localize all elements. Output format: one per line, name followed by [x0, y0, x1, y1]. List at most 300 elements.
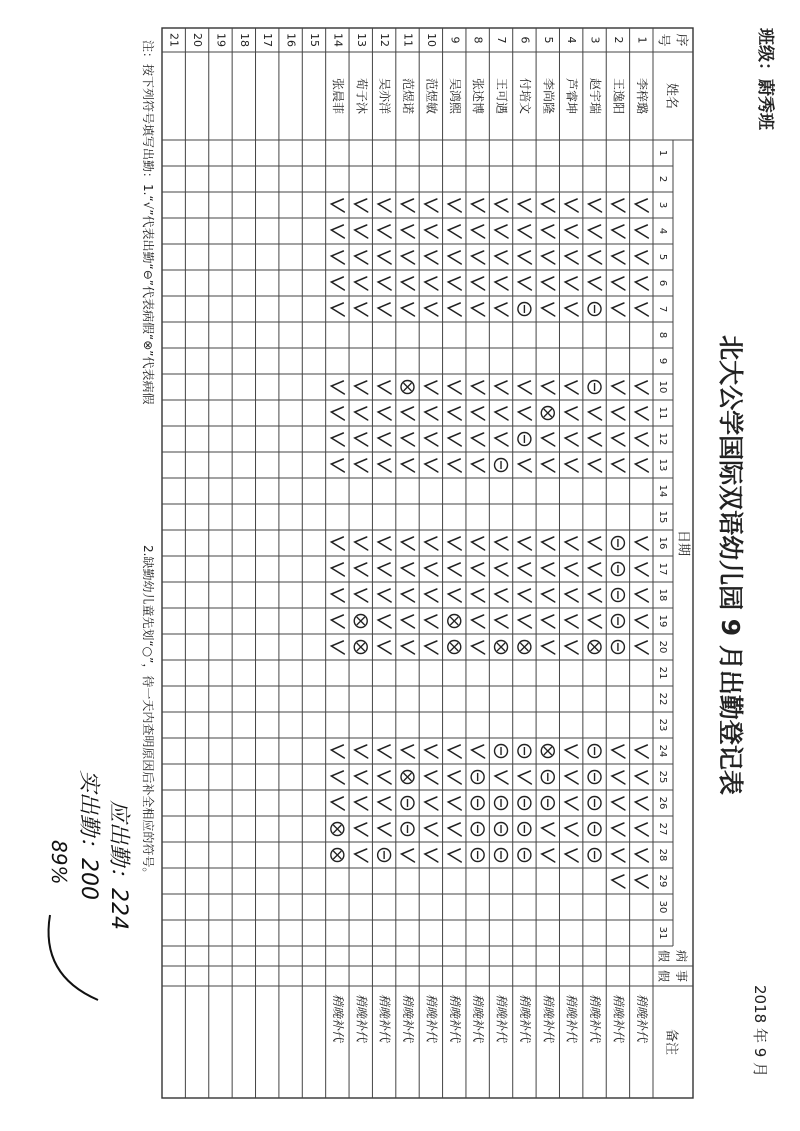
check-mark — [448, 745, 461, 758]
check-mark — [331, 433, 344, 446]
header-day-12: 12 — [657, 432, 668, 446]
check-mark — [425, 771, 438, 784]
check-mark — [472, 589, 485, 602]
check-mark — [495, 537, 508, 550]
row-seq: 19 — [214, 33, 228, 47]
check-mark — [542, 225, 555, 238]
row-remark: 稍晚补代 — [517, 994, 532, 1043]
header-day-5: 5 — [657, 253, 668, 261]
check-mark — [565, 251, 578, 264]
header-day-15: 15 — [657, 510, 668, 524]
check-mark — [542, 589, 555, 602]
row-seq: 14 — [331, 33, 345, 47]
check-mark — [565, 797, 578, 810]
check-mark — [402, 433, 415, 446]
row-name: 王逸阳 — [611, 77, 626, 115]
check-mark — [425, 589, 438, 602]
date-label: 2018 年 9 月 — [751, 985, 769, 1078]
header-seq: 号 — [655, 33, 671, 47]
header-day-24: 24 — [657, 744, 668, 758]
check-mark — [472, 381, 485, 394]
check-mark — [355, 823, 368, 836]
check-mark — [331, 745, 344, 758]
check-mark — [425, 537, 438, 550]
actual-attendance: 实出勤：200 — [76, 770, 101, 900]
header-date: 日期 — [675, 529, 691, 557]
check-mark — [331, 381, 344, 394]
check-mark — [331, 225, 344, 238]
check-mark — [612, 771, 625, 784]
check-mark — [589, 225, 602, 238]
check-mark — [612, 797, 625, 810]
check-mark — [612, 433, 625, 446]
check-mark — [518, 537, 531, 550]
check-mark — [472, 277, 485, 290]
header-day-10: 10 — [657, 380, 668, 394]
row-seq: 10 — [424, 33, 438, 47]
check-mark — [331, 797, 344, 810]
check-mark — [402, 277, 415, 290]
check-mark — [355, 589, 368, 602]
footer-note: 注：按下列符号填写出勤：1.“√”代表出勤“⊖”代表病假“⊗”代表病假 — [141, 40, 155, 405]
check-mark — [355, 563, 368, 576]
check-mark — [635, 303, 648, 316]
check-mark — [448, 849, 461, 862]
check-mark — [635, 875, 648, 888]
check-mark — [355, 251, 368, 264]
row-seq: 13 — [354, 33, 368, 47]
row-seq: 4 — [565, 36, 579, 44]
header-day-1: 1 — [657, 149, 668, 157]
absence-cross — [357, 617, 365, 625]
check-mark — [355, 277, 368, 290]
check-mark — [402, 589, 415, 602]
check-mark — [495, 277, 508, 290]
header-day-21: 21 — [657, 666, 668, 680]
check-mark — [612, 381, 625, 394]
check-mark — [565, 303, 578, 316]
check-mark — [589, 407, 602, 420]
check-mark — [378, 459, 391, 472]
check-mark — [635, 199, 648, 212]
check-mark — [472, 303, 485, 316]
header-day-22: 22 — [657, 692, 668, 706]
check-mark — [495, 615, 508, 628]
check-mark — [378, 589, 391, 602]
absence-cross — [520, 643, 528, 651]
check-mark — [402, 849, 415, 862]
check-mark — [448, 225, 461, 238]
check-mark — [425, 251, 438, 264]
check-mark — [378, 251, 391, 264]
check-mark — [495, 433, 508, 446]
check-mark — [472, 225, 485, 238]
check-mark — [425, 745, 438, 758]
check-mark — [472, 537, 485, 550]
check-mark — [565, 589, 578, 602]
check-mark — [378, 277, 391, 290]
row-name: 范煜诺 — [401, 77, 415, 115]
check-mark — [472, 615, 485, 628]
check-mark — [495, 303, 508, 316]
check-mark — [565, 641, 578, 654]
check-mark — [565, 849, 578, 862]
check-mark — [448, 277, 461, 290]
check-mark — [425, 823, 438, 836]
check-mark — [612, 199, 625, 212]
check-mark — [589, 563, 602, 576]
check-mark — [518, 225, 531, 238]
absence-cross — [333, 851, 341, 859]
check-mark — [331, 407, 344, 420]
check-stroke — [49, 915, 98, 1000]
row-remark: 稍晚补代 — [471, 994, 486, 1043]
absence-cross — [497, 643, 505, 651]
check-mark — [542, 849, 555, 862]
check-mark — [402, 251, 415, 264]
check-mark — [495, 563, 508, 576]
check-mark — [331, 199, 344, 212]
check-mark — [565, 407, 578, 420]
check-mark — [518, 381, 531, 394]
check-mark — [612, 251, 625, 264]
check-mark — [495, 589, 508, 602]
check-mark — [472, 563, 485, 576]
check-mark — [495, 381, 508, 394]
row-name: 吴鸿熙 — [447, 77, 462, 115]
check-mark — [635, 381, 648, 394]
check-mark — [518, 459, 531, 472]
check-mark — [565, 537, 578, 550]
row-seq: 12 — [378, 33, 392, 47]
check-mark — [355, 459, 368, 472]
check-mark — [635, 459, 648, 472]
check-mark — [518, 251, 531, 264]
row-seq: 2 — [611, 36, 625, 44]
check-mark — [472, 433, 485, 446]
check-mark — [355, 407, 368, 420]
check-mark — [542, 823, 555, 836]
absence-cross — [591, 643, 599, 651]
row-name: 李梓璐 — [634, 77, 649, 115]
check-mark — [378, 199, 391, 212]
check-mark — [448, 433, 461, 446]
check-mark — [542, 199, 555, 212]
check-mark — [518, 615, 531, 628]
check-mark — [472, 251, 485, 264]
check-mark — [378, 641, 391, 654]
check-mark — [565, 771, 578, 784]
check-mark — [331, 277, 344, 290]
check-mark — [589, 199, 602, 212]
row-remark: 稍晚补代 — [330, 994, 345, 1043]
check-mark — [542, 303, 555, 316]
row-seq: 1 — [635, 36, 649, 44]
header-day-26: 26 — [657, 796, 668, 810]
check-mark — [635, 615, 648, 628]
check-mark — [472, 459, 485, 472]
check-mark — [612, 459, 625, 472]
check-mark — [635, 433, 648, 446]
header-day-14: 14 — [657, 484, 668, 498]
check-mark — [565, 199, 578, 212]
header-personal-leave: 事 — [674, 969, 689, 983]
header-sick-leave: 病 — [674, 949, 689, 963]
check-mark — [589, 433, 602, 446]
row-seq: 3 — [588, 36, 602, 44]
check-mark — [425, 277, 438, 290]
check-mark — [635, 641, 648, 654]
header-name: 姓名 — [663, 82, 679, 110]
check-mark — [331, 641, 344, 654]
check-mark — [378, 407, 391, 420]
check-mark — [495, 199, 508, 212]
check-mark — [495, 407, 508, 420]
absence-cross — [450, 617, 458, 625]
check-mark — [425, 563, 438, 576]
row-seq: 9 — [448, 36, 462, 44]
check-mark — [402, 459, 415, 472]
check-mark — [402, 199, 415, 212]
check-mark — [542, 277, 555, 290]
check-mark — [612, 225, 625, 238]
check-mark — [448, 823, 461, 836]
row-remark: 稍晚补代 — [354, 994, 369, 1043]
header-day-8: 8 — [657, 331, 668, 339]
check-mark — [565, 823, 578, 836]
check-mark — [472, 641, 485, 654]
row-seq: 17 — [261, 33, 275, 47]
check-mark — [355, 303, 368, 316]
check-mark — [378, 615, 391, 628]
row-remark: 稍晚补代 — [447, 994, 462, 1043]
check-mark — [425, 797, 438, 810]
check-mark — [402, 563, 415, 576]
row-seq: 16 — [284, 33, 298, 47]
check-mark — [565, 277, 578, 290]
header-sick-leave: 假 — [656, 949, 671, 963]
header-seq: 序 — [673, 33, 689, 47]
check-mark — [425, 641, 438, 654]
attendance-table — [162, 28, 693, 1098]
check-mark — [448, 537, 461, 550]
check-mark — [448, 251, 461, 264]
check-mark — [402, 407, 415, 420]
row-seq: 18 — [237, 33, 251, 47]
check-mark — [378, 563, 391, 576]
check-mark — [518, 771, 531, 784]
check-mark — [402, 537, 415, 550]
table-cells — [168, 33, 650, 1044]
check-mark — [565, 225, 578, 238]
check-mark — [425, 433, 438, 446]
check-mark — [448, 199, 461, 212]
row-remark: 稍晚补代 — [564, 994, 579, 1043]
header-day-17: 17 — [657, 562, 668, 576]
absence-cross — [544, 409, 552, 417]
check-mark — [565, 745, 578, 758]
check-mark — [355, 199, 368, 212]
row-name: 付培文 — [517, 77, 532, 115]
absence-cross — [404, 383, 412, 391]
check-mark — [589, 459, 602, 472]
check-mark — [425, 849, 438, 862]
check-mark — [542, 433, 555, 446]
check-mark — [565, 381, 578, 394]
row-seq: 5 — [541, 36, 555, 44]
row-name: 芦睿坤 — [564, 77, 579, 115]
check-mark — [425, 615, 438, 628]
check-mark — [472, 407, 485, 420]
check-mark — [518, 277, 531, 290]
check-mark — [565, 433, 578, 446]
check-mark — [355, 225, 368, 238]
check-mark — [589, 589, 602, 602]
row-remark: 稍晚补代 — [377, 994, 392, 1043]
check-mark — [402, 303, 415, 316]
check-mark — [448, 771, 461, 784]
header-remark: 备注 — [663, 1028, 679, 1056]
check-mark — [635, 589, 648, 602]
check-mark — [425, 407, 438, 420]
check-mark — [378, 745, 391, 758]
header-day-19: 19 — [657, 614, 668, 628]
check-mark — [635, 563, 648, 576]
check-mark — [402, 225, 415, 238]
check-mark — [448, 303, 461, 316]
check-mark — [448, 797, 461, 810]
check-mark — [355, 797, 368, 810]
header-day-30: 30 — [657, 900, 668, 914]
row-name: 荀子沐 — [354, 77, 369, 115]
check-mark — [495, 251, 508, 264]
check-mark — [331, 771, 344, 784]
check-mark — [425, 225, 438, 238]
check-mark — [355, 433, 368, 446]
row-seq: 8 — [471, 36, 485, 44]
check-mark — [425, 381, 438, 394]
check-mark — [402, 615, 415, 628]
row-name: 赵宇瑞 — [588, 77, 603, 115]
check-mark — [589, 615, 602, 628]
header-day-3: 3 — [657, 201, 668, 209]
check-mark — [612, 277, 625, 290]
header-day-13: 13 — [657, 458, 668, 472]
handwritten-totals — [47, 770, 131, 1000]
header-day-2: 2 — [657, 175, 668, 183]
row-name: 王可遇 — [494, 77, 509, 115]
header-day-31: 31 — [657, 926, 668, 940]
check-mark — [589, 537, 602, 550]
check-mark — [518, 589, 531, 602]
check-mark — [378, 823, 391, 836]
check-mark — [635, 745, 648, 758]
check-mark — [635, 849, 648, 862]
header-day-4: 4 — [657, 227, 668, 235]
check-mark — [542, 563, 555, 576]
check-mark — [402, 641, 415, 654]
footer-note-2: 2.缺勤幼儿童先划“○”，待一天内查明原因后补全相应的符号。 — [141, 545, 155, 880]
check-mark — [472, 745, 485, 758]
check-mark — [378, 303, 391, 316]
check-mark — [542, 251, 555, 264]
check-mark — [448, 563, 461, 576]
check-mark — [565, 459, 578, 472]
row-remark: 稍晚补代 — [424, 994, 439, 1043]
row-seq: 21 — [167, 33, 181, 47]
header-personal-leave: 假 — [656, 969, 671, 983]
check-mark — [542, 641, 555, 654]
check-mark — [448, 381, 461, 394]
absence-cross — [450, 643, 458, 651]
header-day-29: 29 — [657, 874, 668, 888]
check-mark — [402, 745, 415, 758]
row-seq: 7 — [495, 36, 509, 44]
check-mark — [448, 407, 461, 420]
check-mark — [635, 407, 648, 420]
check-mark — [378, 537, 391, 550]
check-mark — [378, 225, 391, 238]
header-day-16: 16 — [657, 536, 668, 550]
absence-cross — [357, 643, 365, 651]
check-mark — [635, 797, 648, 810]
check-mark — [331, 563, 344, 576]
check-mark — [542, 615, 555, 628]
check-mark — [355, 381, 368, 394]
check-mark — [378, 797, 391, 810]
check-mark — [331, 251, 344, 264]
check-mark — [612, 745, 625, 758]
header-day-23: 23 — [657, 718, 668, 732]
check-mark — [565, 615, 578, 628]
check-mark — [425, 199, 438, 212]
check-mark — [378, 381, 391, 394]
header-day-27: 27 — [657, 822, 668, 836]
check-mark — [355, 745, 368, 758]
check-mark — [331, 303, 344, 316]
row-seq: 11 — [401, 33, 415, 47]
row-name: 张述博 — [471, 77, 486, 115]
check-mark — [331, 537, 344, 550]
check-mark — [635, 823, 648, 836]
check-mark — [331, 589, 344, 602]
check-mark — [565, 563, 578, 576]
check-mark — [355, 537, 368, 550]
check-mark — [635, 225, 648, 238]
check-mark — [589, 251, 602, 264]
check-mark — [635, 537, 648, 550]
expected-attendance: 应出勤：224 — [106, 800, 131, 930]
check-mark — [448, 459, 461, 472]
attendance-rate: 89% — [47, 840, 71, 885]
row-remark: 稍晚补代 — [494, 994, 509, 1043]
check-mark — [495, 225, 508, 238]
header-day-11: 11 — [657, 406, 668, 420]
row-remark: 稍晚补代 — [634, 994, 649, 1043]
absence-cross — [544, 747, 552, 755]
page-title: 北大公学国际双语幼儿园 9 月出勤登记表 — [716, 335, 745, 795]
check-mark — [612, 849, 625, 862]
row-name: 范煜敏 — [424, 77, 439, 115]
absence-cross — [404, 773, 412, 781]
header-day-28: 28 — [657, 848, 668, 862]
check-mark — [612, 875, 625, 888]
row-name: 张晨菲 — [330, 77, 345, 115]
check-mark — [331, 459, 344, 472]
check-mark — [355, 771, 368, 784]
table-border — [162, 28, 693, 1098]
header-day-7: 7 — [657, 305, 668, 313]
